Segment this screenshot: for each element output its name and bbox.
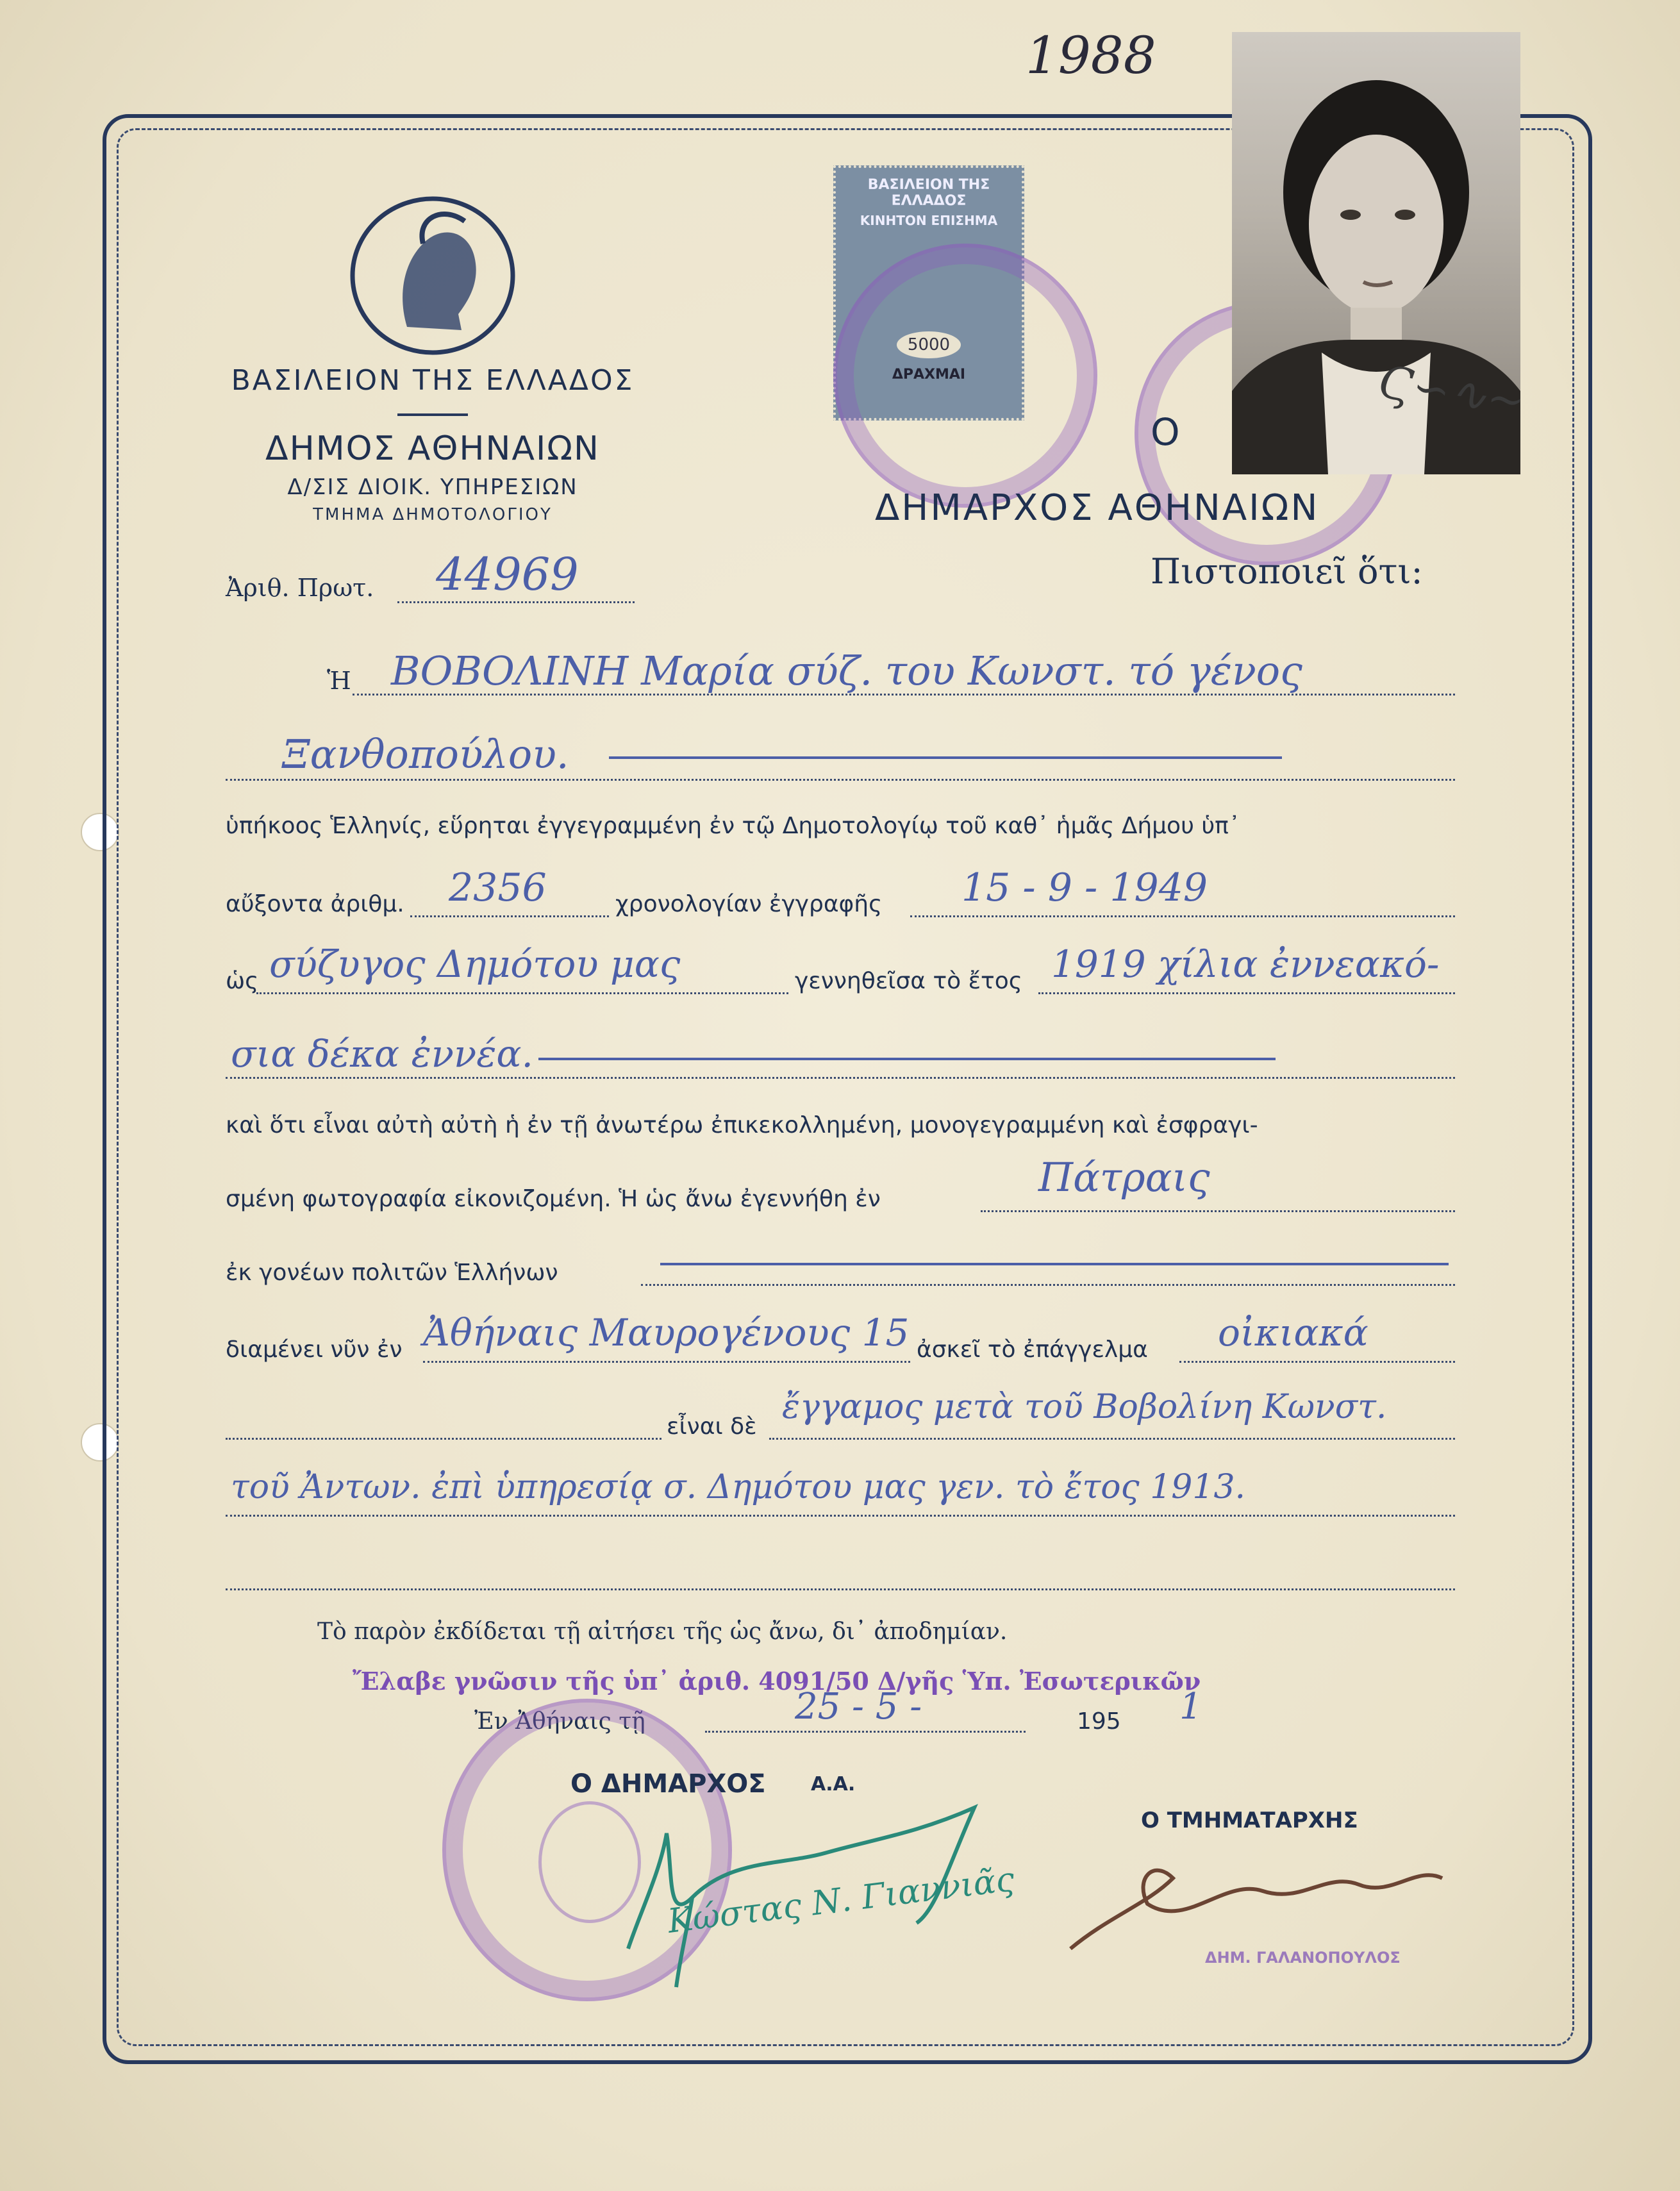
profession-line <box>1179 1361 1455 1363</box>
birthplace-value: Πάτραις <box>1038 1154 1210 1201</box>
year-suffix: 1 <box>1179 1686 1202 1728</box>
article-label: Ἡ <box>327 667 351 695</box>
certifies-label: Πιστοποιεῖ ὅτι: <box>1151 551 1423 592</box>
athena-emblem-icon <box>346 192 519 359</box>
marital-line <box>769 1438 1455 1440</box>
reg-date-value: 15 - 9 - 1949 <box>961 865 1208 910</box>
place-label: Ἐν Ἀθήναις τῇ <box>474 1708 645 1735</box>
serial-value: 2356 <box>449 865 547 910</box>
birthplace-line <box>981 1210 1455 1212</box>
notice-line: Ἔλαβε γνῶσιν τῆς ὑπ᾽ ἀριθ. 4091/50 Δ/γῆς Ὑπ. Ἐσωτερικῶν <box>353 1667 1201 1695</box>
revenue-stamp-value: 5000 <box>897 331 961 358</box>
marital-line-2 <box>226 1515 1455 1517</box>
photo-line-2: σμένη φωτογραφία εἰκονιζομένη. Ἡ ὡς ἄνω ἐγεννήθη ἐν <box>226 1186 881 1212</box>
parents-label: ἐκ γονέων πολιτῶν Ἑλλήνων <box>226 1260 558 1286</box>
mayor-article: Ο <box>1151 410 1180 454</box>
reg-date-line <box>910 915 1455 917</box>
mayor-signature-stamp: Κώστας Ν. Γιαννιᾶς <box>665 1860 1017 1941</box>
profession-value: οἰκιακά <box>1218 1311 1368 1354</box>
resides-label: διαμένει νῦν ἐν <box>226 1337 403 1363</box>
born-value-2: σια δέκα ἐννέα. <box>231 1032 533 1076</box>
serial-label: αὔξοντα ἀριθμ. <box>226 891 404 917</box>
date-line <box>705 1731 1026 1733</box>
as-line <box>256 992 788 994</box>
cancel-stroke-2 <box>538 1058 1276 1060</box>
issued-line: Τὸ παρὸν ἐκδίδεται τῇ αἰτήσει τῆς ὡς ἄνω, δι᾽ ἀποδημίαν. <box>317 1619 1008 1645</box>
revenue-stamp-line1: ΒΑΣΙΛΕΙΟΝ ΤΗΣ ΕΛΛΑΔΟΣ <box>867 177 990 209</box>
mayor-title: ΔΗΜΑΡΧΟΣ ΑΘΗΝΑΙΩΝ <box>875 487 1320 529</box>
profession-label: ἀσκεῖ τὸ ἐπάγγελμα <box>917 1337 1148 1363</box>
revenue-stamp-currency: ΔΡΑΧΜΑΙ <box>892 367 966 383</box>
mayor-suffix: Α.Α. <box>811 1773 856 1795</box>
photo-line-1: καὶ ὅτι εἶναι αὐτὴ αὐτὴ ἡ ἐν τῇ ἀνωτέρω ἐπικεκολλημένη, μονογεγραμμένη καὶ ἐσφραγι- <box>226 1112 1258 1138</box>
municipal-seal-top <box>833 244 1097 508</box>
serial-line <box>410 915 609 917</box>
protocol-label: Ἀριθ. Πρωτ. <box>226 574 374 602</box>
citizen-line: ὑπήκοος Ἑλληνίς, εὕρηται ἐγγεγραμμένη ἐν τῷ Δημοτολογίῳ τοῦ καθ᾽ ἡμᾶς Δήμου ὑπ᾽ <box>226 813 1240 839</box>
protocol-number: 44969 <box>436 548 579 601</box>
marital-value-2: τοῦ Ἀντων. ἐπὶ ὑπηρεσίᾳ σ. Δημότου μας γεν. τὸ ἔτος 1913. <box>231 1468 1246 1506</box>
born-line-2 <box>226 1077 1455 1079</box>
reg-date-label: χρονολογίαν ἐγγραφῆς <box>615 891 883 917</box>
department-title: ΤΜΗΜΑ ΔΗΜΟΤΟΛΟΓΙΟΥ <box>313 505 553 524</box>
kingdom-title: ΒΑΣΙΛΕΙΟΝ ΤΗΣ ΕΛΛΑΔΟΣ <box>231 364 635 397</box>
date-value: 25 - 5 - <box>795 1686 922 1728</box>
resides-value: Ἀθήναις Μαυρογένους 15 <box>423 1311 910 1354</box>
section-head-label: Ο ΤΜΗΜΑΤΑΡΧΗΣ <box>1141 1808 1358 1833</box>
as-value: σύζυγος Δημότου μας <box>269 942 681 986</box>
cancel-stroke-3 <box>660 1263 1449 1265</box>
protocol-line <box>397 601 635 603</box>
as-label: ὡς <box>226 968 259 994</box>
born-label: γεννηθεῖσα τὸ ἔτος <box>795 968 1022 994</box>
municipality-title: ΔΗΜΟΣ ΑΘΗΝΑΙΩΝ <box>265 429 600 468</box>
directorate-title: Δ/ΣΙΣ ΔΙΟΙΚ. ΥΠΗΡΕΣΙΩΝ <box>287 474 578 500</box>
born-value: 1919 χίλια ἐννεακό- <box>1051 942 1440 986</box>
parents-line <box>641 1284 1455 1286</box>
revenue-stamp-line2: ΚΙΝΗΤΟΝ ΕΠΙΣΗΜΑ <box>860 213 998 228</box>
born-line <box>1038 992 1455 994</box>
marital-value: ἔγγαμος μετὰ τοῦ Βοβολίνη Κωνστ. <box>782 1388 1387 1426</box>
cancel-stroke-1 <box>609 756 1282 759</box>
name-value-2: Ξανθοπούλου. <box>282 731 569 778</box>
mayor-label: Ο ΔΗΜΑΡΧΟΣ <box>570 1769 766 1799</box>
blank-line <box>226 1588 1455 1590</box>
marital-pre-line <box>226 1438 661 1440</box>
header-divider <box>397 413 468 416</box>
top-note: 1988 <box>1026 26 1156 85</box>
name-value: ΒΟΒΟΛΙΝΗ Μαρία σύζ. του Κωνστ. τό γένος <box>391 647 1302 694</box>
photo-signature: Ϛ∽∿~ <box>1375 355 1529 428</box>
is-label: εἶναι δὲ <box>667 1413 757 1440</box>
resides-line <box>423 1361 910 1363</box>
year-prefix: 195 <box>1077 1708 1121 1735</box>
name-line-2 <box>226 779 1455 781</box>
section-head-stamp: ΔΗΜ. ΓΑΛΑΝΟΠΟΥΛΟΣ <box>1205 1949 1401 1967</box>
